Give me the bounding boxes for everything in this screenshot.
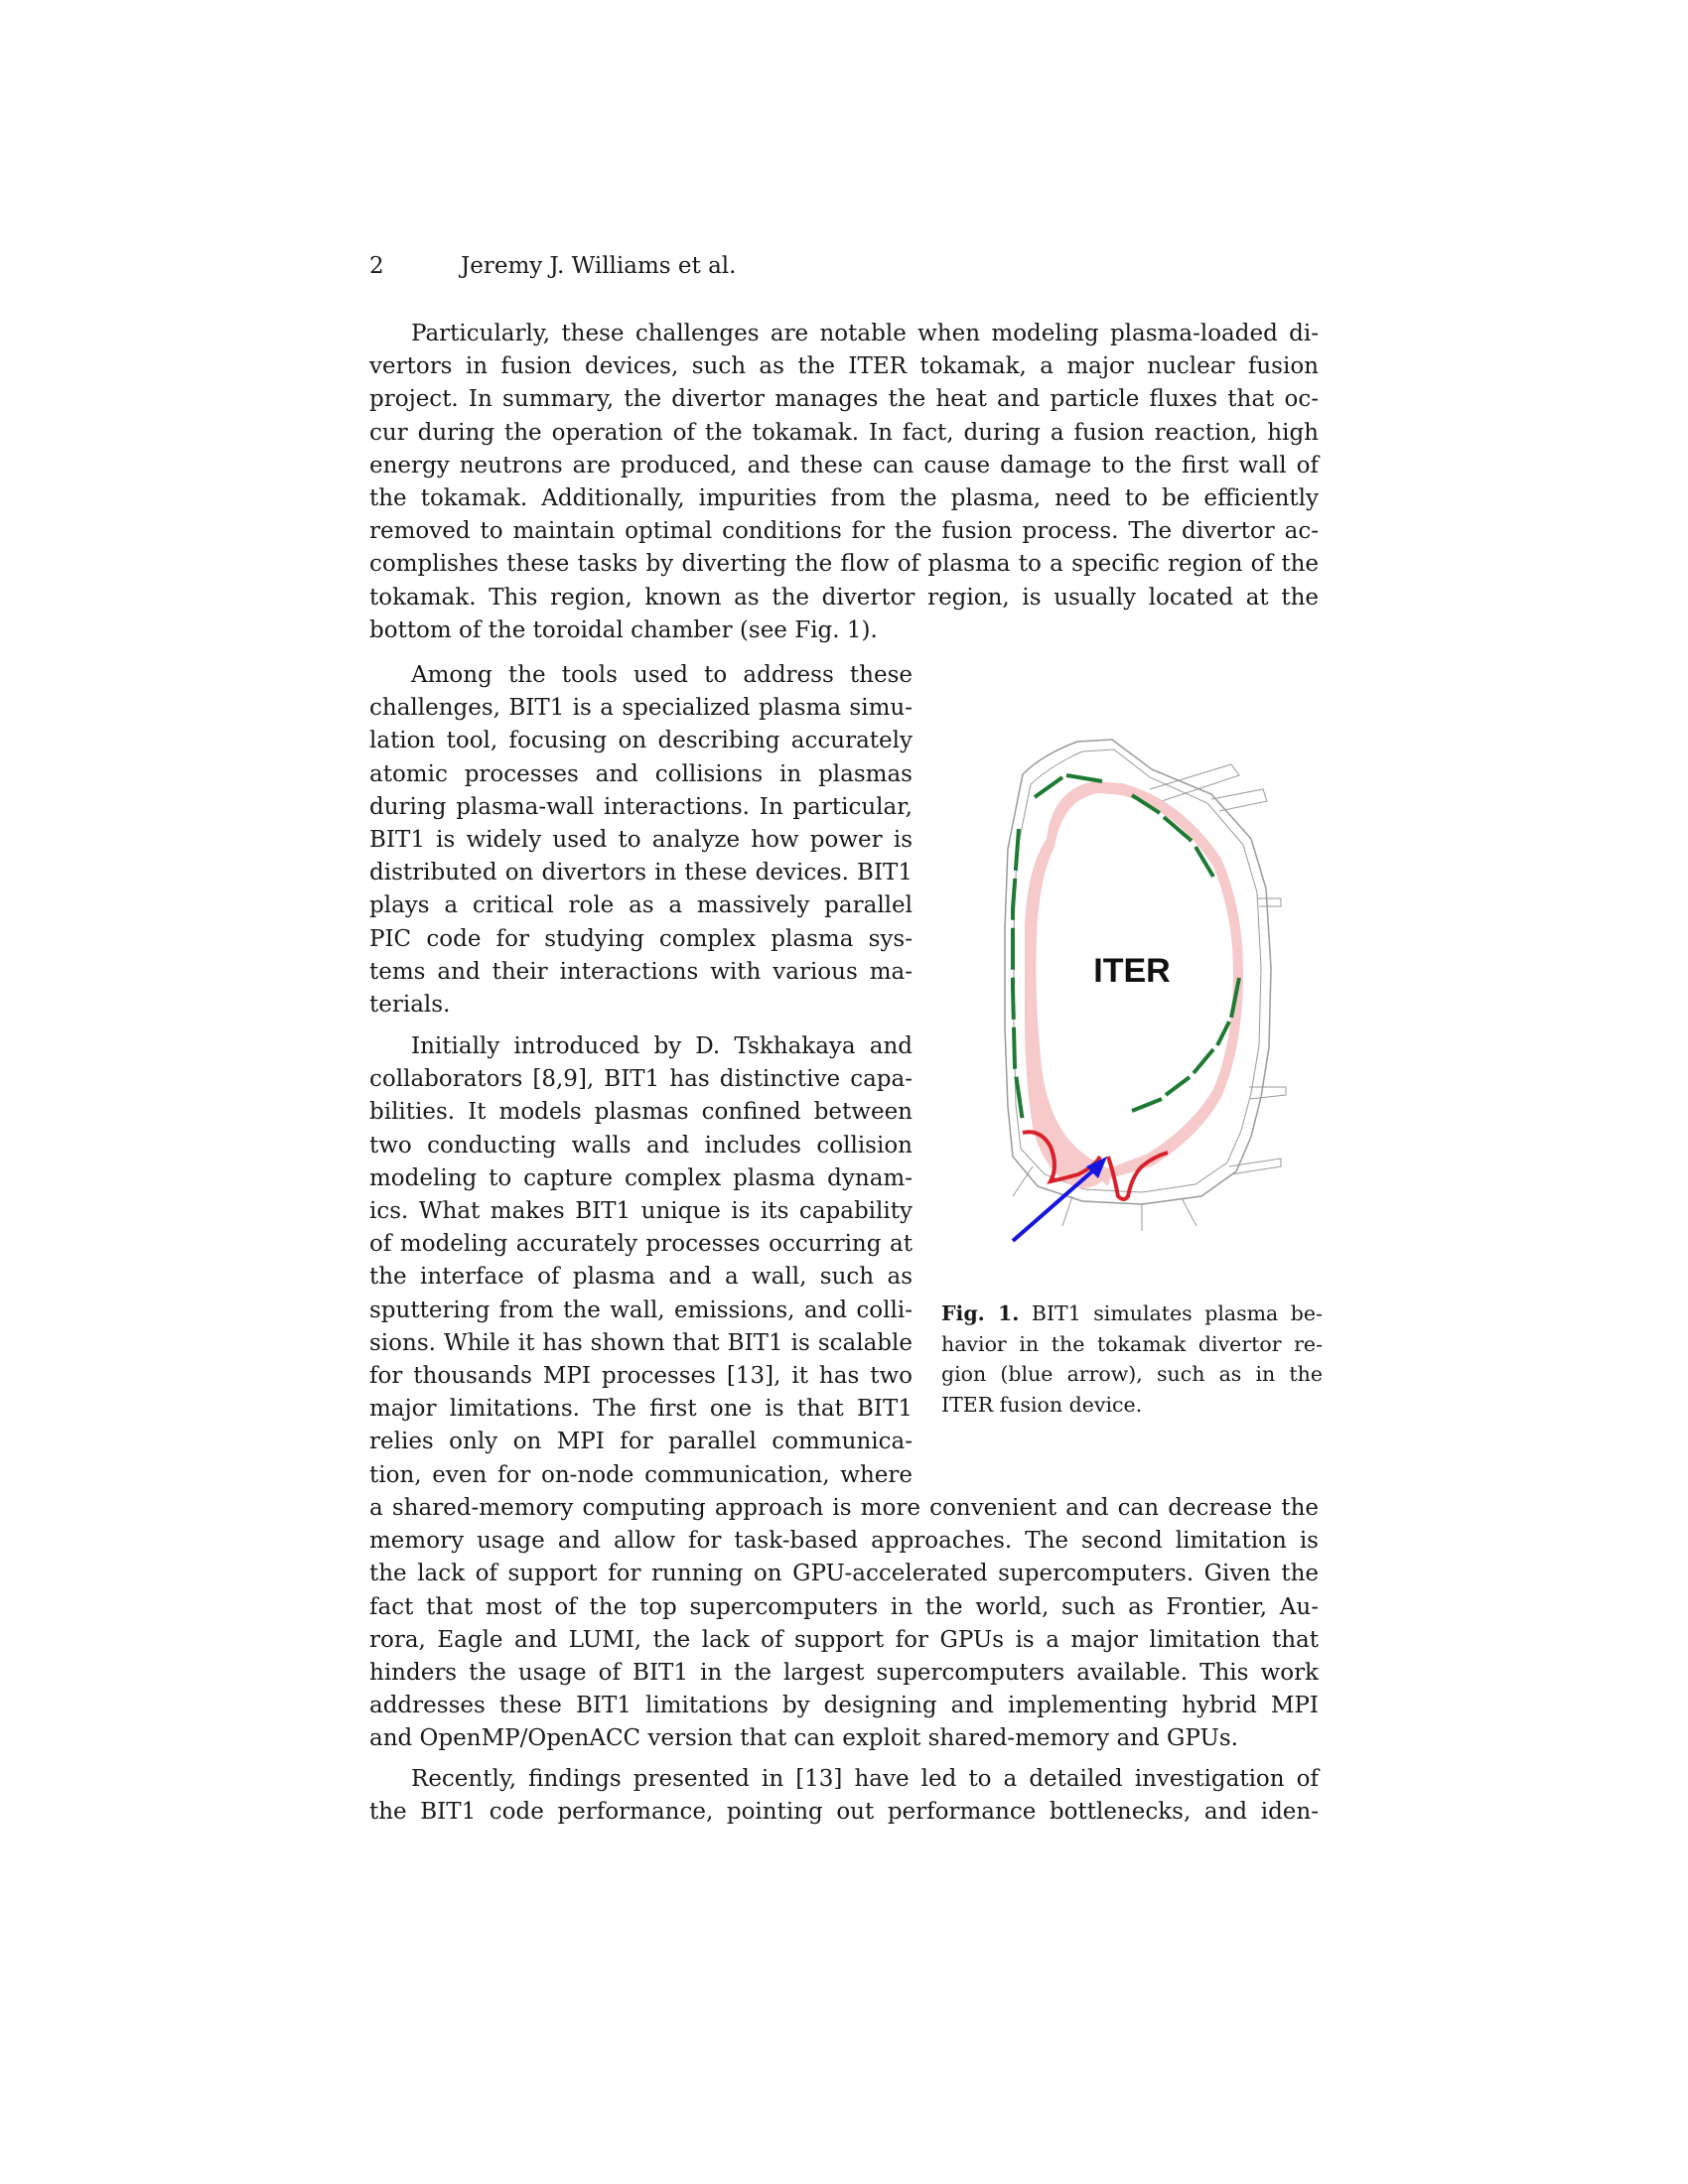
text-line: and OpenMP/OpenACC version that can exploit shared-memory and GPUs. [369,1725,1238,1752]
lower-port [1249,1087,1286,1099]
text-line: major limitations. The first one is that BIT1 [369,1396,913,1423]
text-line: challenges, BIT1 is a specialized plasma simu- [369,695,913,722]
text-line: during plasma-wall interactions. In particular, [369,793,913,820]
figure-caption [941,1298,1323,1420]
divertor-port [1229,1159,1281,1174]
caption-line [941,1298,1323,1329]
text-line: of modeling accurately processes occurring at [369,1231,913,1258]
text-line: tems and their interactions with various ma- [369,958,913,985]
text-line: terials. [369,992,451,1019]
text-line: bilities. It models plasmas confined between [369,1099,913,1126]
text-line: complishes these tasks by diverting the flow of plasma to a specific region of the [369,551,1319,578]
text-line: addresses these BIT1 limitations by designing and implementing hybrid MPI [369,1693,1319,1719]
text-line: energy neutrons are produced, and these can cause damage to the first wall of [369,452,1319,478]
text-line: ics. What makes BIT1 unique is its capability [369,1198,913,1225]
caption-text: BIT1 simulates plasma be- [1031,1301,1323,1325]
text-line: modeling to capture complex plasma dynam- [369,1164,913,1191]
figure-label: ITER [1093,952,1171,990]
text-line: bottom of the toroidal chamber (see Fig. 1). [369,616,878,643]
text-line: lation tool, focusing on describing accurately [369,728,913,754]
text-line: sputtering from the wall, emissions, and colli- [369,1297,913,1323]
text-line: rora, Eagle and LUMI, the lack of support for GPUs is a major limitation that [369,1626,1319,1653]
text-line: collaborators [8,9], BIT1 has distinctive capa- [369,1066,913,1093]
page-number: 2 [369,253,384,279]
paragraph-3-narrow [369,1030,913,1492]
equatorial-port [1257,898,1281,906]
text-line: hinders the usage of BIT1 in the largest supercomputers available. This work [369,1660,1319,1687]
running-head [369,251,736,281]
paragraph-4 [369,1763,1319,1829]
text-line: Particularly, these challenges are notable when modeling plasma-loaded di- [411,321,1319,346]
figure-iter-tokamak [983,730,1291,1266]
text-line: the tokamak. Additionally, impurities from the plasma, need to be efficiently [369,485,1319,512]
paragraph-3-wide [369,1492,1319,1756]
text-line: plays a critical role as a massively parallel [369,892,913,919]
text-line: Recently, findings presented in [13] have led to a detailed investigation of [411,1766,1319,1792]
paragraph-2 [369,659,913,1022]
text-line: tokamak. This region, known as the divertor region, is usually located at the [369,584,1319,611]
text-line: BIT1 is widely used to analyze how power is [369,827,913,854]
text-line: distributed on divertors in these devices. BIT1 [369,860,913,887]
text-line: fact that most of the top supercomputers in the world, such as Frontier, Au- [369,1593,1319,1620]
text-line: project. In summary, the divertor manages the heat and particle fluxes that oc- [369,386,1319,413]
text-line: removed to maintain optimal conditions for the fusion process. The divertor ac- [369,518,1319,545]
caption-label: Fig. 1. [941,1301,1020,1325]
upper-port [1150,764,1239,801]
text-line: the BIT1 code performance, pointing out performance bottlenecks, and iden- [369,1799,1319,1826]
text-line: for thousands MPI processes [13], it has two [369,1363,913,1390]
caption-line: ITER fusion device. [941,1392,1143,1417]
text-line: vertors in fusion devices, such as the ITER tokamak, a major nuclear fusion [369,353,1319,380]
text-line: Among the tools used to address these [411,662,913,688]
text-line: the lack of support for running on GPU-accelerated supercomputers. Given the [369,1561,1319,1587]
text-line: two conducting walls and includes collision [369,1132,913,1159]
text-line: Initially introduced by D. Tskhakaya and [411,1033,913,1059]
upper-port-2 [1211,789,1267,811]
text-line: cur during the operation of the tokamak. In fact, during a fusion reaction, high [369,419,1319,446]
caption-line: havior in the tokamak divertor re- [941,1331,1323,1356]
tokamak-diagram [983,730,1291,1266]
text-line: tion, even for on-node communication, where [369,1461,913,1488]
text-line: memory usage and allow for task-based approaches. The second limitation is [369,1528,1319,1555]
text-line: atomic processes and collisions in plasmas [369,760,913,787]
caption-line: gion (blue arrow), such as in the [941,1362,1323,1386]
text-line: the interface of plasma and a wall, such as [369,1264,913,1291]
paragraph-1 [369,318,1319,647]
text-line: relies only on MPI for parallel communica- [369,1429,913,1455]
text-line: a shared-memory computing approach is more convenient and can decrease the [369,1495,1319,1521]
text-line: PIC code for studying complex plasma sys- [369,925,913,952]
text-line: sions. While it has shown that BIT1 is scalable [369,1329,913,1356]
running-head-authors: Jeremy J. Williams et al. [461,253,737,279]
